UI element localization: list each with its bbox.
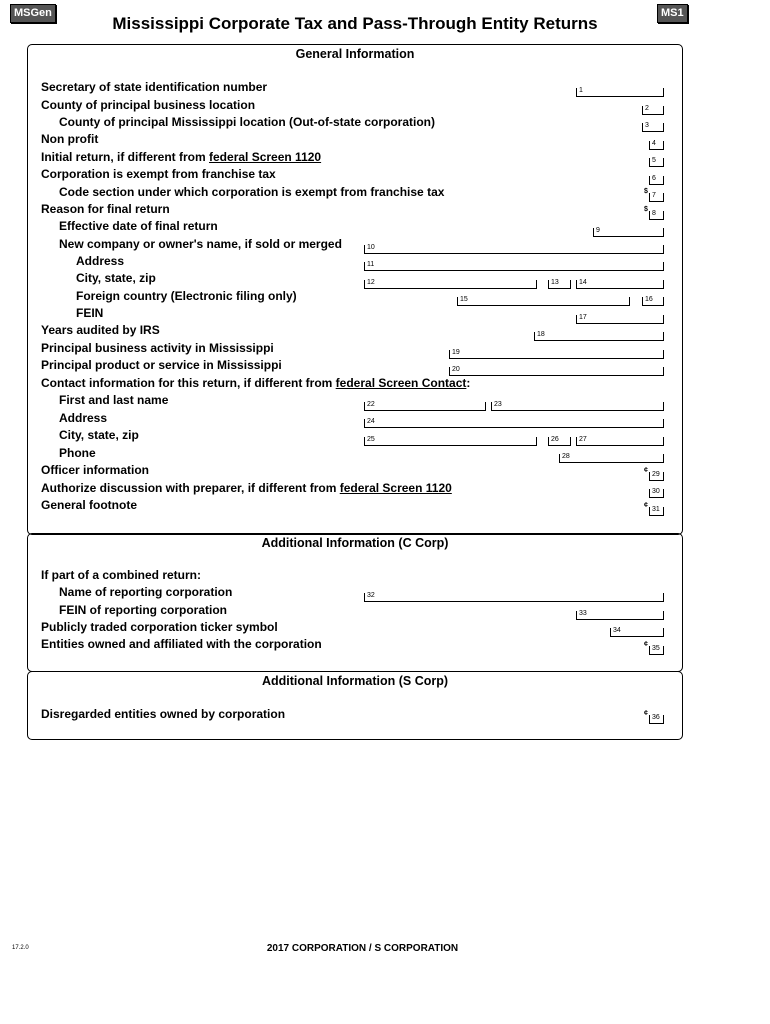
field-number: 23 <box>494 401 502 408</box>
field-number: 14 <box>579 279 587 286</box>
cent-icon: ¢ <box>644 467 648 474</box>
label-initial-return-text: Initial return, if different from <box>41 150 210 164</box>
field-number: 24 <box>367 418 375 425</box>
footer-title: 2017 CORPORATION / S CORPORATION <box>266 943 459 954</box>
field-number: 30 <box>652 488 660 495</box>
label-authorize-discussion <box>41 481 452 495</box>
label-years-audited: Years audited by IRS <box>41 323 160 337</box>
cent-icon: ¢ <box>644 710 648 717</box>
field-26[interactable] <box>548 437 571 446</box>
form-tag-msgen[interactable]: MSGen <box>10 4 56 23</box>
label-foreign-country: Foreign country (Electronic filing only) <box>76 289 297 303</box>
field-8[interactable] <box>649 211 664 220</box>
field-11[interactable] <box>364 262 664 271</box>
field-number: 8 <box>652 210 656 217</box>
field-number: 34 <box>613 627 621 634</box>
field-29[interactable] <box>649 472 664 481</box>
label-disregarded-entities: Disregarded entities owned by corporation <box>41 707 286 721</box>
field-4[interactable] <box>649 141 664 150</box>
field-23[interactable] <box>491 402 664 411</box>
general-information-heading: General Information <box>295 47 415 61</box>
label-contact-colon: : <box>466 376 471 390</box>
field-13[interactable] <box>548 280 571 289</box>
label-fein: FEIN <box>76 306 104 320</box>
label-county-principal: County of principal business location <box>41 98 256 112</box>
label-initial-return <box>41 150 321 164</box>
label-city-state-zip: City, state, zip <box>76 271 156 285</box>
field-number: 6 <box>652 175 656 182</box>
label-contact-address: Address <box>59 411 108 425</box>
field-number: 17 <box>579 314 587 321</box>
c-corp-heading: Additional Information (C Corp) <box>261 536 449 550</box>
label-non-profit: Non profit <box>41 132 99 146</box>
field-19[interactable] <box>449 350 664 359</box>
field-32[interactable] <box>364 593 664 602</box>
field-number: 18 <box>537 331 545 338</box>
label-contact-info-text: Contact information for this return, if different from <box>41 376 336 390</box>
s-corp-section <box>27 671 683 740</box>
label-exempt-franchise: Corporation is exempt from franchise tax <box>41 167 276 181</box>
cent-icon: ¢ <box>644 502 648 509</box>
field-number: 35 <box>652 645 660 652</box>
field-number: 32 <box>367 592 375 599</box>
field-number: 28 <box>562 453 570 460</box>
field-28[interactable] <box>559 454 664 463</box>
label-code-section: Code section under which corporation is exempt from franchise tax <box>59 185 445 199</box>
field-30[interactable] <box>649 489 664 498</box>
field-number: 31 <box>652 506 660 513</box>
field-5[interactable] <box>649 158 664 167</box>
label-reason-final: Reason for final return <box>41 202 170 216</box>
label-reporting-corp-name: Name of reporting corporation <box>59 585 233 599</box>
field-10[interactable] <box>364 245 664 254</box>
label-address: Address <box>76 254 125 268</box>
cent-icon: ¢ <box>644 641 648 648</box>
label-officer-info: Officer information <box>41 463 150 477</box>
field-number: 25 <box>367 436 375 443</box>
field-18[interactable] <box>534 332 664 341</box>
field-number: 26 <box>551 436 559 443</box>
field-2[interactable] <box>642 106 664 115</box>
field-number: 5 <box>652 157 656 164</box>
field-35[interactable] <box>649 646 664 655</box>
field-number: 4 <box>652 140 656 147</box>
label-new-company: New company or owner's name, if sold or merged <box>59 237 342 251</box>
field-3[interactable] <box>642 123 664 132</box>
field-31[interactable] <box>649 507 664 516</box>
field-33[interactable] <box>576 611 664 620</box>
field-number: 10 <box>367 244 375 251</box>
field-24[interactable] <box>364 419 664 428</box>
field-36[interactable] <box>649 715 664 724</box>
field-25[interactable] <box>364 437 537 446</box>
version-label: 17.2.0 <box>12 945 29 951</box>
field-1[interactable] <box>576 88 664 97</box>
dollar-icon: $ <box>644 206 648 213</box>
field-number: 19 <box>452 349 460 356</box>
label-business-activity: Principal business activity in Mississippi <box>41 341 274 355</box>
field-15[interactable] <box>457 297 630 306</box>
field-number: 9 <box>596 227 600 234</box>
field-number: 22 <box>367 401 375 408</box>
label-authorize-text: Authorize discussion with preparer, if different from <box>41 481 340 495</box>
field-22[interactable] <box>364 402 486 411</box>
field-16[interactable] <box>642 297 664 306</box>
field-7[interactable] <box>649 193 664 202</box>
label-sos-id: Secretary of state identification number <box>41 80 268 94</box>
field-34[interactable] <box>610 628 664 637</box>
link-federal-screen-contact[interactable]: federal Screen Contact <box>335 376 467 390</box>
label-combined-return: If part of a combined return: <box>41 568 202 582</box>
field-12[interactable] <box>364 280 537 289</box>
label-phone: Phone <box>59 446 96 460</box>
field-17[interactable] <box>576 315 664 324</box>
link-federal-screen-1120-b[interactable]: federal Screen 1120 <box>339 481 452 495</box>
label-first-last-name: First and last name <box>59 393 169 407</box>
field-6[interactable] <box>649 176 664 185</box>
field-number: 12 <box>367 279 375 286</box>
s-corp-heading: Additional Information (S Corp) <box>261 674 449 688</box>
field-number: 33 <box>579 610 587 617</box>
label-contact-city: City, state, zip <box>59 428 139 442</box>
field-number: 3 <box>645 122 649 129</box>
label-general-footnote: General footnote <box>41 498 138 512</box>
dollar-icon: $ <box>644 188 648 195</box>
label-contact-info <box>41 376 470 390</box>
form-tag-ms1[interactable]: MS1 <box>657 4 688 23</box>
field-20[interactable] <box>449 367 664 376</box>
field-number: 1 <box>579 87 583 94</box>
field-number: 36 <box>652 714 660 721</box>
field-27[interactable] <box>576 437 664 446</box>
field-number: 29 <box>652 471 660 478</box>
page-title: Mississippi Corporate Tax and Pass-Through Entity Returns <box>112 14 598 33</box>
label-ticker-symbol: Publicly traded corporation ticker symbol <box>41 620 278 634</box>
link-federal-screen-1120[interactable]: federal Screen 1120 <box>209 150 322 164</box>
label-entities-owned: Entities owned and affiliated with the corporation <box>41 637 322 651</box>
field-number: 16 <box>645 296 653 303</box>
label-reporting-corp-fein: FEIN of reporting corporation <box>59 603 227 617</box>
field-9[interactable] <box>593 228 664 237</box>
label-product-service: Principal product or service in Mississippi <box>41 358 282 372</box>
field-number: 15 <box>460 296 468 303</box>
field-number: 7 <box>652 192 656 199</box>
field-number: 13 <box>551 279 559 286</box>
field-number: 20 <box>452 366 460 373</box>
label-effective-date: Effective date of final return <box>59 219 218 233</box>
label-county-ms-location: County of principal Mississippi location (Out-of-state corporation) <box>59 115 436 129</box>
field-number: 27 <box>579 436 587 443</box>
field-14[interactable] <box>576 280 664 289</box>
field-number: 2 <box>645 105 649 112</box>
field-number: 11 <box>367 261 375 268</box>
